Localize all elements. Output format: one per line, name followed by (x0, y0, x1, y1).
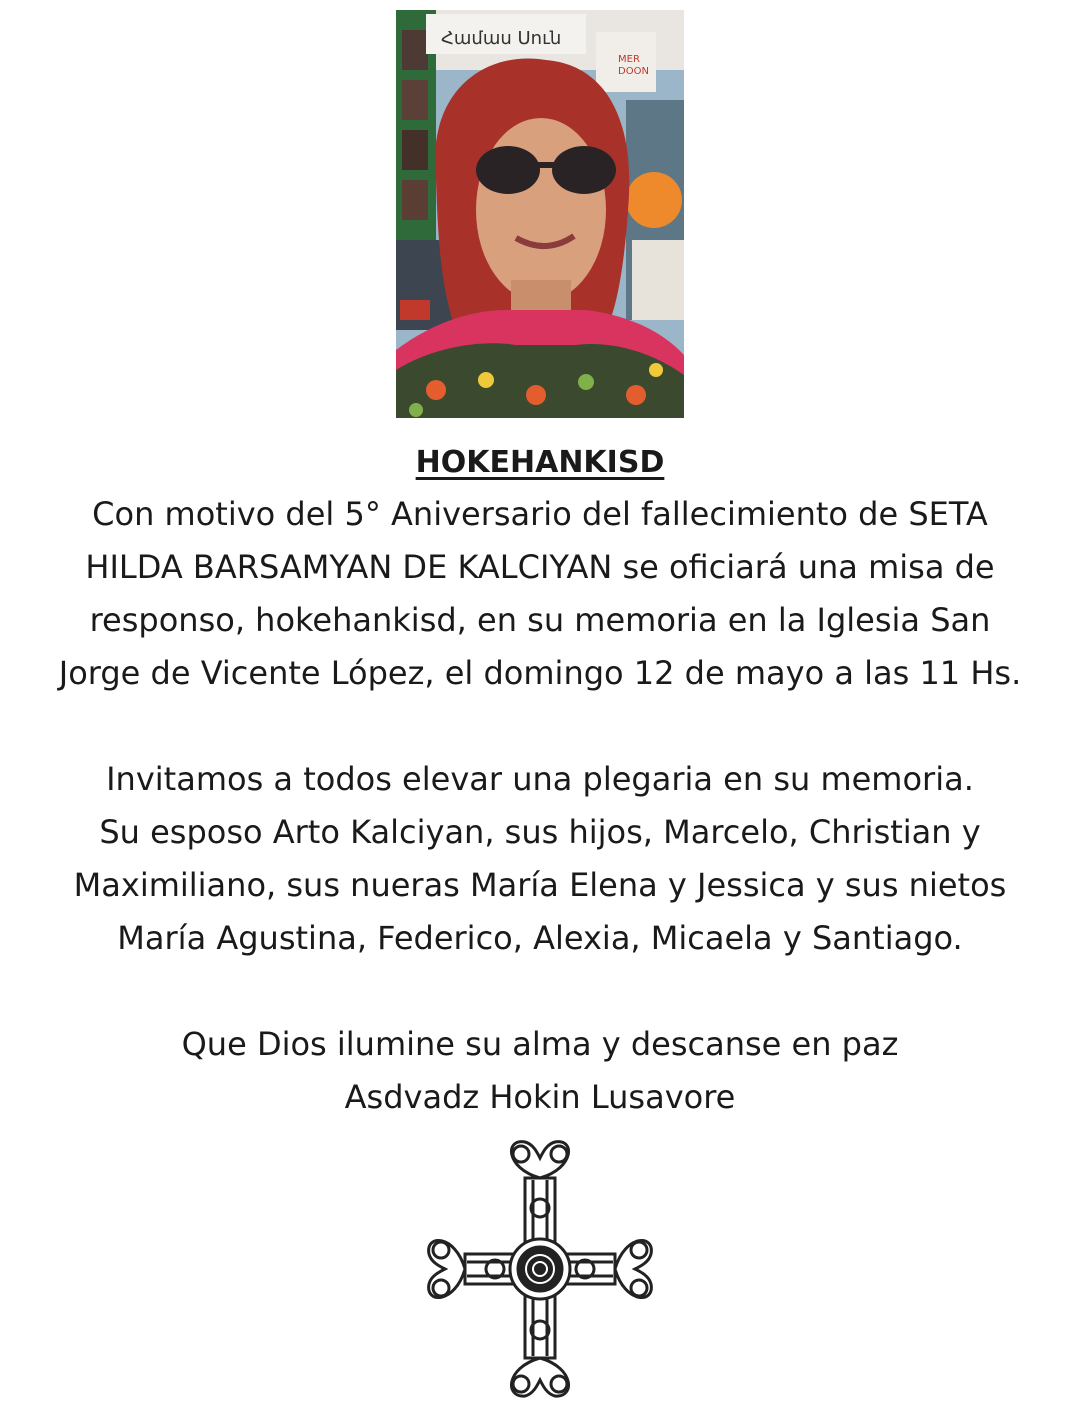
portrait-photo (396, 10, 684, 418)
paragraph-3-line: Que Dios ilumine su alma y descanse en paz (181, 1025, 899, 1063)
armenian-cross-icon (425, 1138, 655, 1400)
paragraph-1-line: HILDA BARSAMYAN DE KALCIYAN se oficiará una misa de (85, 548, 995, 586)
notice-paragraph-3 (0, 1018, 1080, 1124)
paragraph-3-line: Asdvadz Hokin Lusavore (344, 1078, 736, 1116)
paragraph-1-line: Con motivo del 5° Aniversario del fallecimiento de SETA (92, 495, 988, 533)
notice-paragraph-2 (0, 753, 1080, 965)
paragraph-2-line: Invitamos a todos elevar una plegaria en su memoria. (106, 760, 974, 798)
paragraph-1-line: responso, hokehankisd, en su memoria en la Iglesia San (89, 601, 991, 639)
paragraph-2-line: Su esposo Arto Kalciyan, sus hijos, Marcelo, Christian y (99, 813, 981, 851)
sign-text-1: MER (618, 54, 640, 65)
notice-heading (0, 436, 1080, 489)
heading-text: HOKEHANKISD (415, 445, 665, 480)
notice-paragraph-1 (0, 488, 1080, 700)
paragraph-2-line: Maximiliano, sus nueras María Elena y Jessica y sus nietos (73, 866, 1007, 904)
paragraph-2-line: María Agustina, Federico, Alexia, Micaela y Santiago. (117, 919, 963, 957)
sign-text-2: DOON (618, 66, 649, 77)
paragraph-1-line: Jorge de Vicente López, el domingo 12 de mayo a las 11 Hs. (58, 654, 1022, 692)
banner-text: Համաս Սուն (441, 28, 562, 49)
